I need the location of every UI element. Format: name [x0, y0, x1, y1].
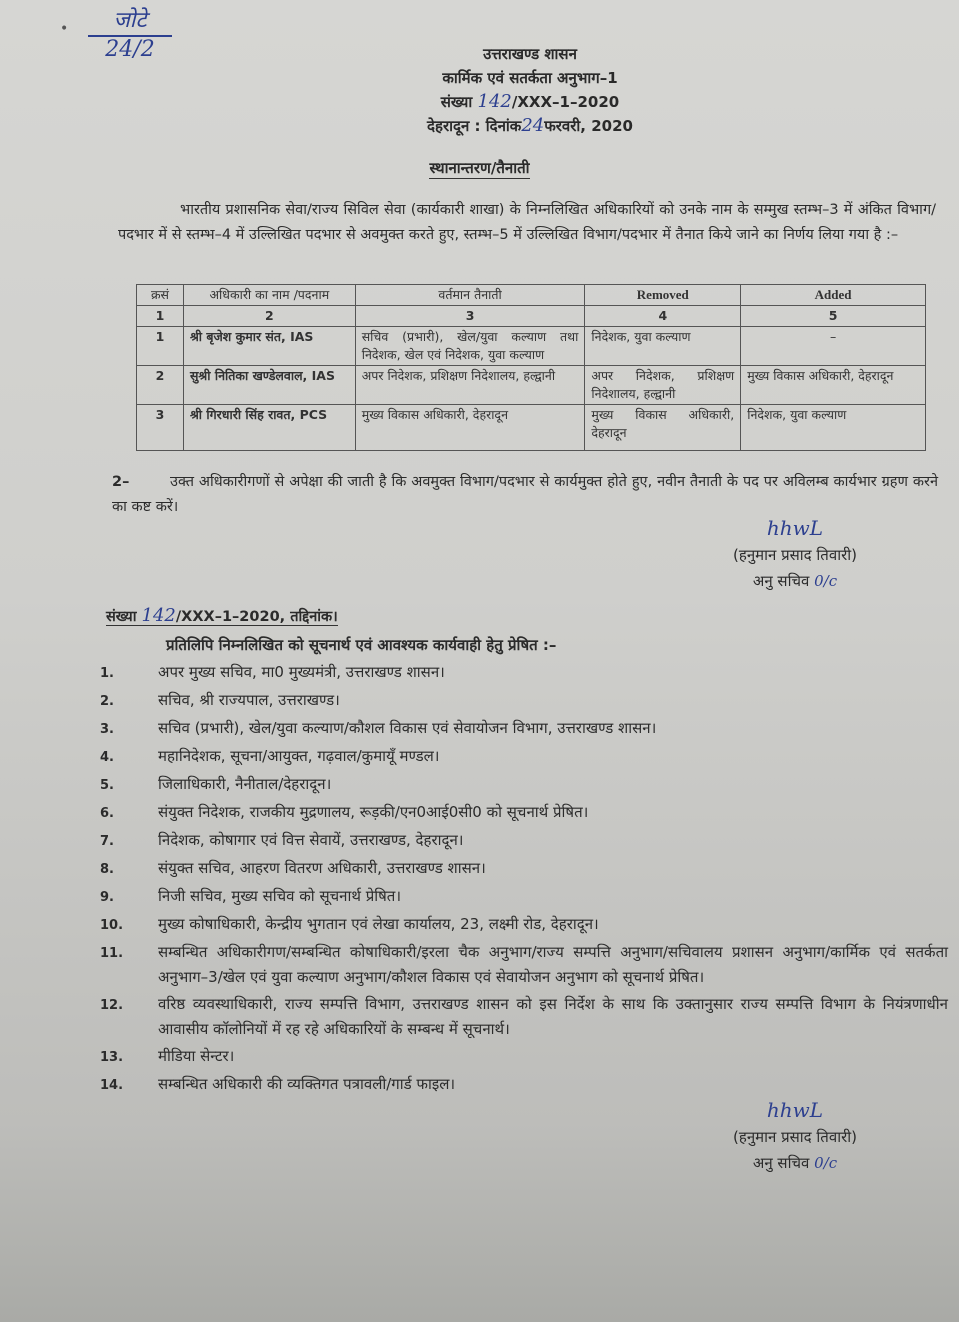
- government-name: उत्तराखण्ड शासन: [483, 45, 577, 63]
- pin-mark: •: [60, 21, 69, 37]
- list-item: 4. महानिदेशक, सूचना/आयुक्त, गढ़वाल/कुमायूँ मण्डल।: [100, 747, 440, 765]
- copy-heading: प्रतिलिपि निम्नलिखित को सूचनार्थ एवं आवश्यक कार्यवाही हेतु प्रेषित :–: [166, 636, 557, 654]
- col-header-added: Added: [741, 285, 926, 306]
- handwritten-note-top: जोटे: [88, 8, 172, 37]
- signatory-name: (हनुमान प्रसाद तिवारी): [733, 1128, 857, 1146]
- column-number-row: 1 2 3 4 5: [137, 306, 926, 327]
- list-item: 14. सम्बन्धित अधिकारी की व्यक्तिगत पत्रावली/गार्ड फाइल।: [100, 1075, 456, 1093]
- signature-block-2: [700, 1100, 890, 1176]
- handwritten-number: 142: [477, 91, 512, 112]
- col-header-current: वर्तमान तैनाती: [355, 285, 585, 306]
- col-header-sno: क्रसं: [137, 285, 184, 306]
- list-item: 10. मुख्य कोषाधिकारी, केन्द्रीय भुगतान एवं लेखा कार्यालय, 23, लक्ष्मी रोड, देहरादून।: [100, 915, 599, 933]
- signatory-name: (हनुमान प्रसाद तिवारी): [733, 546, 857, 564]
- handwritten-date: 24: [521, 115, 545, 136]
- list-item: 2. सचिव, श्री राज्यपाल, उत्तराखण्ड।: [100, 691, 340, 709]
- signatory-designation: अनु सचिव 0/c: [752, 572, 838, 590]
- transfer-table: [136, 284, 926, 451]
- col-header-removed: Removed: [585, 285, 741, 306]
- list-item: 7. निदेशक, कोषागार एवं वित्त सेवायें, उत्तराखण्ड, देहरादून।: [100, 831, 464, 849]
- signature-scrawl: hhwL: [766, 1098, 824, 1122]
- list-item: 13. मीडिया सेन्टर।: [100, 1047, 235, 1065]
- order-number: संख्या 142/XXX–1–2020: [440, 91, 620, 112]
- list-item: 5. जिलाधिकारी, नैनीताल/देहरादून।: [100, 775, 332, 793]
- col-header-name: अधिकारी का नाम /पदनाम: [183, 285, 355, 306]
- table-row: 2 सुश्री नितिका खण्डेलवाल, IAS अपर निदेशक, प्रशिक्षण निदेशालय, हल्द्वानी अपर निदेशक, प्रशिक्षण निदेशालय, हल्द्वानी मुख्य विकास अधिकारी, देहरादून: [137, 366, 926, 405]
- handwritten-number: 142: [141, 605, 176, 626]
- table-row: 1 श्री बृजेश कुमार संत, IAS सचिव (प्रभारी), खेल/युवा कल्याण तथा निदेशक, खेल एवं निदेशक, युवा कल्याण निदेशक, युवा कल्याण –: [137, 327, 926, 366]
- letter-header: [370, 42, 690, 138]
- copy-reference: संख्या 142/XXX–1–2020, तद्दिनांक।: [106, 605, 338, 626]
- copy-list: [100, 660, 948, 1100]
- list-item: 9. निजी सचिव, मुख्य सचिव को सूचनार्थ प्रेषित।: [100, 887, 402, 905]
- department-name: कार्मिक एवं सतर्कता अनुभाग–1: [442, 69, 618, 87]
- handwritten-note-date: 24/2: [105, 37, 155, 62]
- signature-block-1: [700, 518, 890, 594]
- paragraph-2: 2– उक्त अधिकारीगणों से अपेक्षा की जाती है कि अवमुक्त विभाग/पदभार से कार्यमुक्त होते हुए, नवीन तैनाती के पद पर अविलम्ब कार्यभार ग्रहण करने का कष्ट करें।: [112, 474, 938, 515]
- intro-paragraph: भारतीय प्रशासनिक सेवा/राज्य सिविल सेवा (कार्यकारी शाखा) के निम्नलिखित अधिकारियों को उनके नाम के सम्मुख स्तम्भ–3 में अंकित विभाग/पदभार में से स्तम्भ–4 में उल्लिखित पदभार से अवमुक्त करते हुए, स्तम्भ–5 में उल्लिखित विभाग/पदभार में तैनात किये जाने का निर्णय लिया गया है :–: [118, 202, 936, 243]
- order-date: देहरादून : दिनांक24फरवरी, 2020: [427, 115, 633, 136]
- signatory-designation: अनु सचिव 0/c: [752, 1154, 838, 1172]
- list-item: 1. अपर मुख्य सचिव, मा0 मुख्यमंत्री, उत्तराखण्ड शासन।: [100, 663, 445, 681]
- list-item: 3. सचिव (प्रभारी), खेल/युवा कल्याण/कौशल विकास एवं सेवायोजन विभाग, उत्तराखण्ड शासन।: [100, 719, 657, 737]
- signature-scrawl: hhwL: [766, 516, 824, 540]
- table-header-row: [137, 285, 926, 306]
- list-item: 6. संयुक्त निदेशक, राजकीय मुद्रणालय, रूड़की/एन0आई0सी0 को सूचनार्थ प्रेषित।: [100, 803, 589, 821]
- list-item: 8. संयुक्त सचिव, आहरण वितरण अधिकारी, उत्तराखण्ड शासन।: [100, 859, 486, 877]
- handwritten-note: [60, 8, 172, 63]
- subject-heading: स्थानान्तरण/तैनाती: [429, 159, 530, 177]
- list-item: 11. सम्बन्धित अधिकारीगण/सम्बन्धित कोषाधिकारी/इरला चैक अनुभाग/राज्य सम्पत्ति अनुभाग/सचिवालय प्रशासन अनुभाग/कार्मिक एवं सतर्कता अनुभाग–3/खेल एवं युवा कल्याण अनुभाग/कौशल विकास एवं सेवायोजन अनुभाग को सूचनार्थ प्रेषित।: [100, 943, 948, 986]
- list-item: 12. वरिष्ठ व्यवस्थाधिकारी, राज्य सम्पत्ति विभाग, उत्तराखण्ड शासन को इस निर्देश के साथ कि उक्तानुसार राज्य सम्पत्ति विभाग के नियंत्रणाधीन आवासीय कॉलोनियों में रह रहे अधिकारियों के सम्बन्ध में सूचनार्थ।: [100, 995, 948, 1038]
- table-row: 3 श्री गिरधारी सिंह रावत, PCS मुख्य विकास अधिकारी, देहरादून मुख्य विकास अधिकारी, देहरादून निदेशक, युवा कल्याण: [137, 405, 926, 451]
